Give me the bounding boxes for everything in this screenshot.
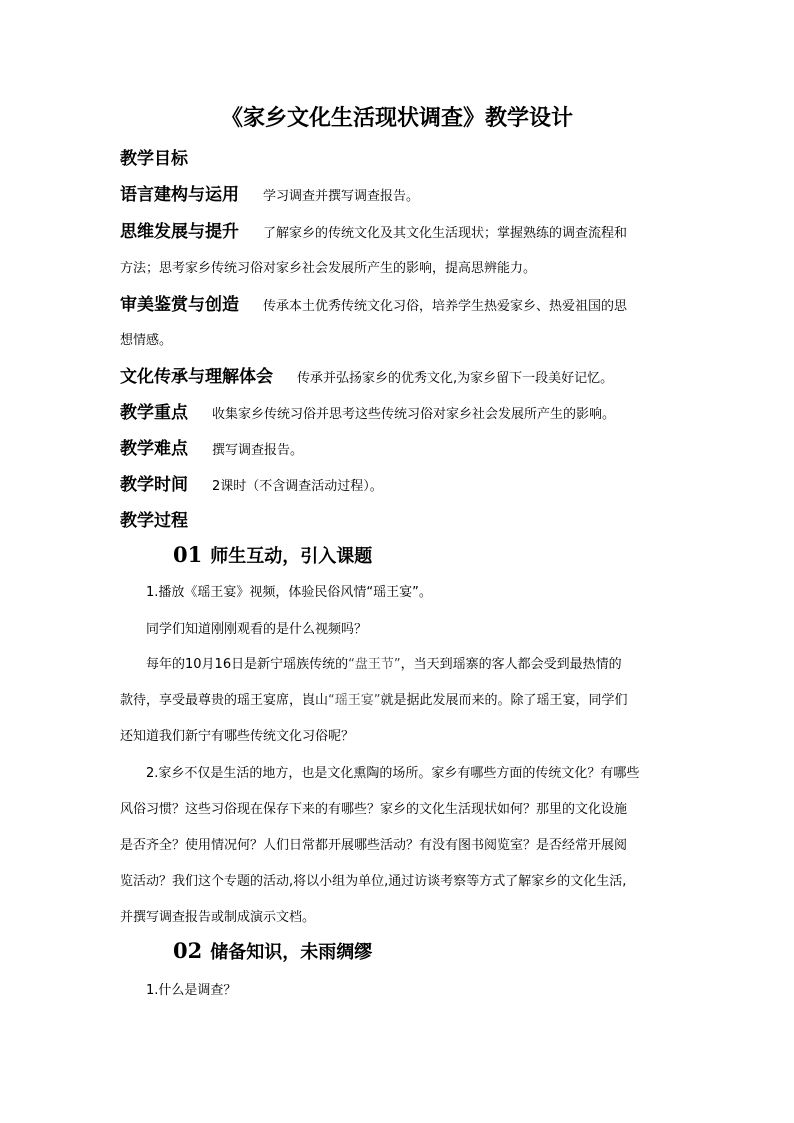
text-run: 每年的10月16日是新宁瑶族传统的 <box>146 657 349 672</box>
goal-label: 语言建构与运用 <box>120 185 239 205</box>
goal-text: 传承本土优秀传统文化习俗，培养学生热爱家乡、热爱祖国的思 <box>263 299 628 314</box>
key-point <box>120 400 615 428</box>
text-run: 款待，享受最尊贵的瑶王宴席，崀山 <box>120 693 329 708</box>
paragraph-line: 还知道我们新宁有哪些传统文化习俗呢？ <box>120 729 355 744</box>
quoted-term: “盘王节” <box>348 657 401 672</box>
text-run: 就是据此发展而来的。除了瑶王宴，同学们 <box>380 693 628 708</box>
key-point-text: 收集家乡传统习俗并思考这些传统习俗对家乡社会发展所产生的影响。 <box>212 407 616 422</box>
goal-text: 传承并弘扬家乡的优秀文化,为家乡留下一段美好记忆。 <box>297 371 614 386</box>
goal-text: 了解家乡的传统文化及其文化生活现状；掌握熟练的调查流程和 <box>263 226 628 241</box>
goal-text-continued: 方法；思考家乡传统习俗对家乡社会发展所产生的影响，提高思辨能力。 <box>120 261 537 276</box>
paragraph: 1.播放《瑶王宴》视频，体验民俗风情“瑶王宴”。 <box>146 585 432 600</box>
page-title: 《家乡文化生活现状调查》教学设计 <box>220 105 573 131</box>
section-heading-goals: 教学目标 <box>120 149 188 169</box>
paragraph-line: 览活动？我们这个专题的活动,将以小组为单位,通过访谈考察等方式了解家乡的文化生活, <box>120 874 627 889</box>
paragraph-line: 风俗习惯？这些习俗现在保存下来的有哪些？家乡的文化生活现状如何？那里的文化设施 <box>120 802 628 817</box>
paragraph-line: 是否齐全？使用情况何？人们日常都开展哪些活动？有没有图书阅览室？是否经常开展阅 <box>120 838 628 853</box>
goal-text-continued: 想情感。 <box>120 333 173 348</box>
difficulty-text: 撰写调查报告。 <box>212 443 304 458</box>
goal-thinking <box>120 219 627 247</box>
paragraph: 同学们知道刚刚观看的是什么视频吗？ <box>146 622 368 637</box>
goal-text: 学习调查并撰写调查报告。 <box>263 189 420 204</box>
difficulty <box>120 436 303 464</box>
teaching-time-text: 2课时（不含调查活动过程）。 <box>212 479 383 494</box>
part-heading-01 <box>173 540 372 572</box>
teaching-time-label: 教学时间 <box>120 475 188 495</box>
text-run: ，当天到瑶寨的客人都会受到最热情的 <box>400 657 622 672</box>
part-heading-02 <box>173 936 372 968</box>
difficulty-label: 教学难点 <box>120 439 188 459</box>
goal-label: 思维发展与提升 <box>120 222 239 242</box>
paragraph: 1.什么是调查？ <box>146 983 237 998</box>
goal-label: 审美鉴赏与创造 <box>120 295 239 315</box>
goal-culture <box>120 364 613 392</box>
part-title: 储备知识，未雨绸缪 <box>210 942 373 963</box>
part-number: 01 <box>173 542 203 567</box>
part-title: 师生互动，引入课题 <box>210 546 373 567</box>
quoted-term: “瑶王宴” <box>328 693 381 708</box>
paragraph-line <box>120 688 680 714</box>
section-heading-process: 教学过程 <box>120 511 188 531</box>
paragraph-line: 并撰写调查报告或制成演示文档。 <box>120 910 316 925</box>
goal-aesthetic <box>120 292 627 320</box>
paragraph: 2.家乡不仅是生活的地方，也是文化熏陶的场所。家乡有哪些方面的传统文化？有哪些 <box>146 766 640 781</box>
teaching-time <box>120 472 383 500</box>
goal-language <box>120 182 419 210</box>
key-point-label: 教学重点 <box>120 403 188 423</box>
goal-label: 文化传承与理解体会 <box>120 367 273 387</box>
paragraph <box>146 652 686 678</box>
part-number: 02 <box>173 938 203 963</box>
